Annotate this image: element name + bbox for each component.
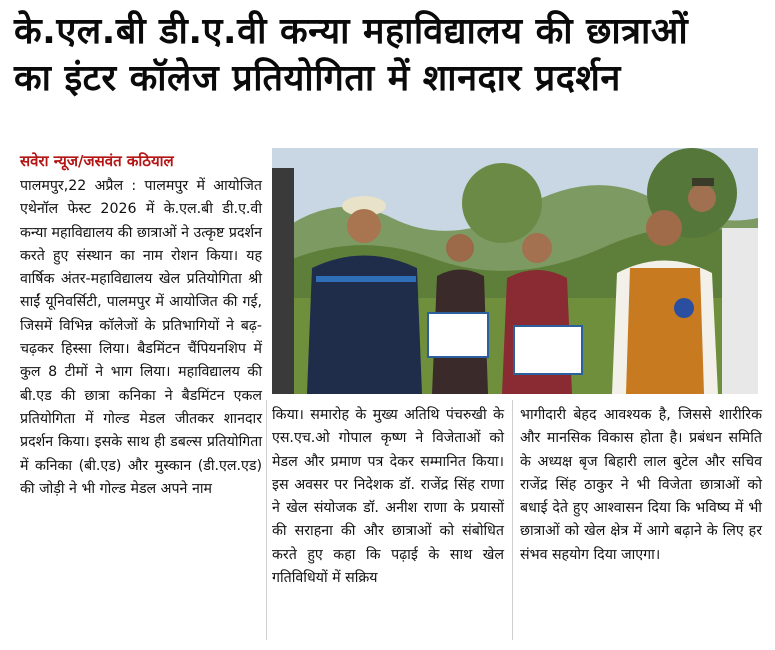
column-divider xyxy=(266,400,267,640)
column-divider xyxy=(512,400,513,640)
event-photo xyxy=(272,148,758,394)
headline-line-1: के.एल.बी डी.ए.वी कन्या महाविद्यालय की छात्राओं xyxy=(14,11,689,52)
event-photo-illustration xyxy=(272,148,758,394)
article-column-2 xyxy=(272,404,504,590)
headline-line-2: का इंटर कॉलेज प्रतियोगिता में शानदार प्रदर्शन xyxy=(14,58,621,99)
article-paragraph-3: भागीदारी बेहद आवश्यक है, जिससे शारीरिक और मानसिक विकास होता है। प्रबंधन समिति के अध्यक्ष बृज बिहारी लाल बुटेल और सचिव राजेंद्र सिंह ठाकुर ने भी विजेता छात्राओं को बधाई देते हुए आश्वासन दिया कि भविष्य में भी छात्राओं को खेल क्षेत्र में आगे बढ़ाने के लिए हर संभव सहयोग दिया जाएगा। xyxy=(520,407,762,563)
article-column-1 xyxy=(20,175,262,501)
headline xyxy=(14,8,764,102)
article-paragraph-1: पालमपुर,22 अप्रैल : पालमपुर में आयोजित एथेनॉल फेस्ट 2026 में के.एल.बी डी.ए.वी कन्या महाविद्यालय की छात्राओं ने उत्कृष्ट प्रदर्शन करते हुए संस्थान का नाम रोशन किया। यह वार्षिक अंतर-महाविद्यालय खेल प्रतियोगिता श्री साईं यूनिवर्सिटी, पालमपुर में आयोजित की गई, जिसमें विभिन्न कॉलेजों के प्रतिभागियों ने बढ़-चढ़कर हिस्सा लिया। बैडमिंटन चैंपियनशिप में कुल 8 टीमों ने भाग लिया। महाविद्यालय की बी.एड की छात्रा कनिका ने बैडमिंटन एकल प्रतियोगिता में गोल्ड मेडल जीतकर शानदार प्रदर्शन किया। इसके साथ ही डबल्स प्रतियोगिता में कनिका (बी.एड) और मुस्कान (डी.एल.एड) की जोड़ी ने भी गोल्ड मेडल अपने नाम xyxy=(20,178,262,497)
article-column-3 xyxy=(520,404,762,567)
byline: सवेरा न्यूज/जसवंत कठियाल xyxy=(20,152,174,170)
article-paragraph-2: किया। समारोह के मुख्य अतिथि पंचरुखी के एस.एच.ओ गोपाल कृष्ण ने विजेताओं को मेडल और प्रमाण पत्र देकर सम्मानित किया। इस अवसर पर निदेशक डॉ. राजेंद्र सिंह राणा ने खेल संयोजक डॉ. अनीश राणा के प्रयासों की सराहना की और छात्राओं को संबोधित करते हुए कहा कि पढ़ाई के साथ खेल गतिविधियों में सक्रिय xyxy=(272,407,504,587)
